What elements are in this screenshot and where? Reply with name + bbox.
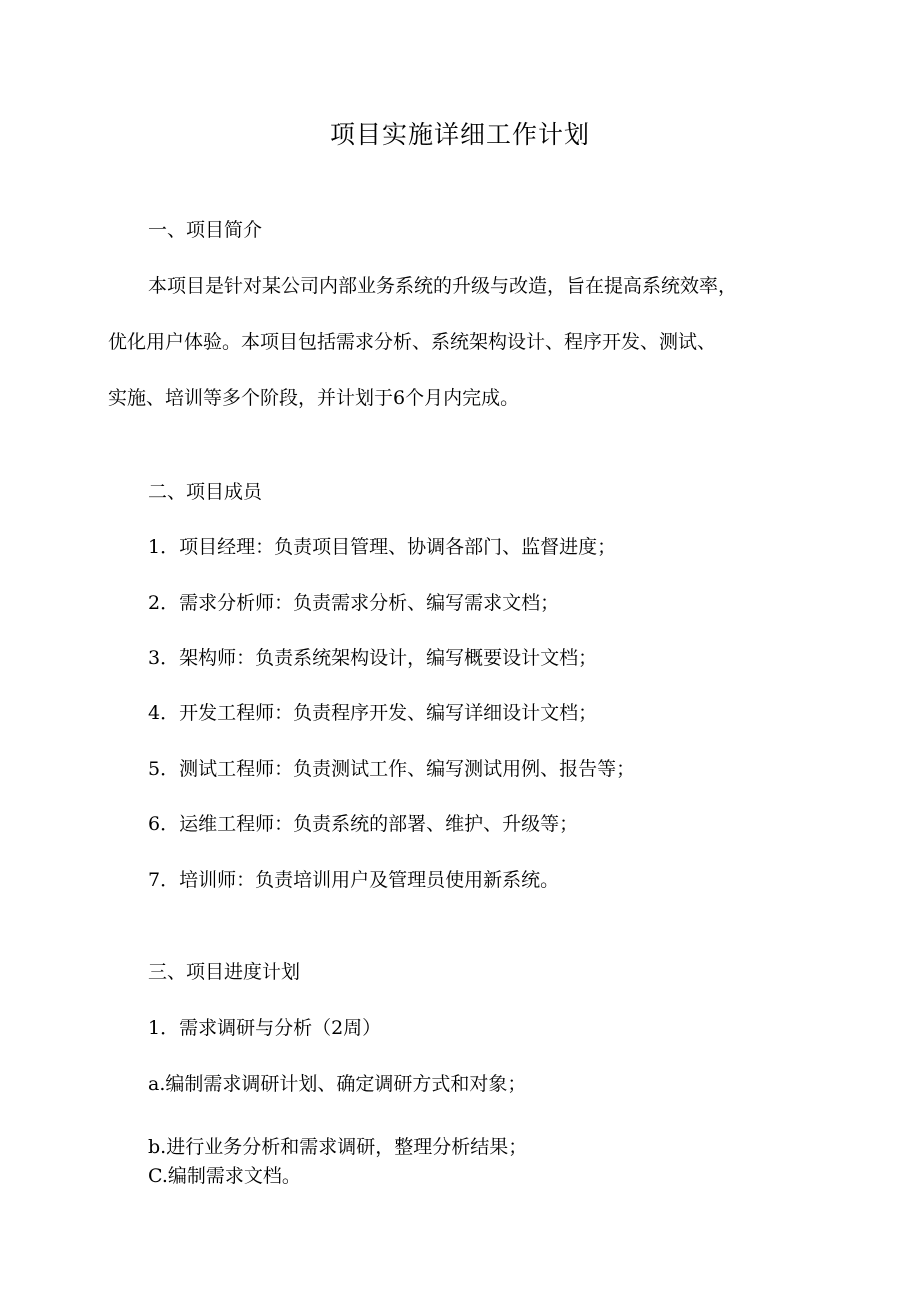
section2-heading: 二、项目成员 — [148, 481, 263, 503]
section1-paragraph-line-2: 优化用户体验。本项目包括需求分析、系统架构设计、程序开发、测试、 — [108, 331, 717, 353]
document-title: 项目实施详细工作计划 — [329, 120, 590, 149]
task-item: C.编制需求文档。 — [148, 1165, 301, 1187]
task-item: a.编制需求调研计划、确定调研方式和对象； — [148, 1073, 527, 1095]
section1-heading: 一、项目简介 — [148, 219, 263, 241]
section3-heading: 三、项目进度计划 — [148, 961, 301, 983]
member-item: 4．开发工程师：负责程序开发、编写详细设计文档； — [148, 702, 598, 724]
member-item: 7．培训师：负责培训用户及管理员使用新系统。 — [148, 869, 560, 891]
section1-paragraph-line-3: 实施、培训等多个阶段，并计划于6个月内完成。 — [108, 387, 520, 409]
phase-item: 1．需求调研与分析（2周） — [148, 1017, 382, 1039]
member-item: 2．需求分析师：负责需求分析、编写需求文档； — [148, 592, 560, 614]
section1-paragraph-line-1: 本项目是针对某公司内部业务系统的升级与改造，旨在提高系统效率， — [148, 275, 738, 297]
member-item: 1．项目经理：负责项目管理、协调各部门、监督进度； — [148, 536, 617, 558]
member-item: 3．架构师：负责系统架构设计，编写概要设计文档； — [148, 647, 598, 669]
member-item: 6．运维工程师：负责系统的部署、维护、升级等； — [148, 813, 579, 835]
member-item: 5．测试工程师：负责测试工作、编写测试用例、报告等； — [148, 758, 636, 780]
task-item: b.进行业务分析和需求调研，整理分析结果； — [148, 1136, 528, 1158]
